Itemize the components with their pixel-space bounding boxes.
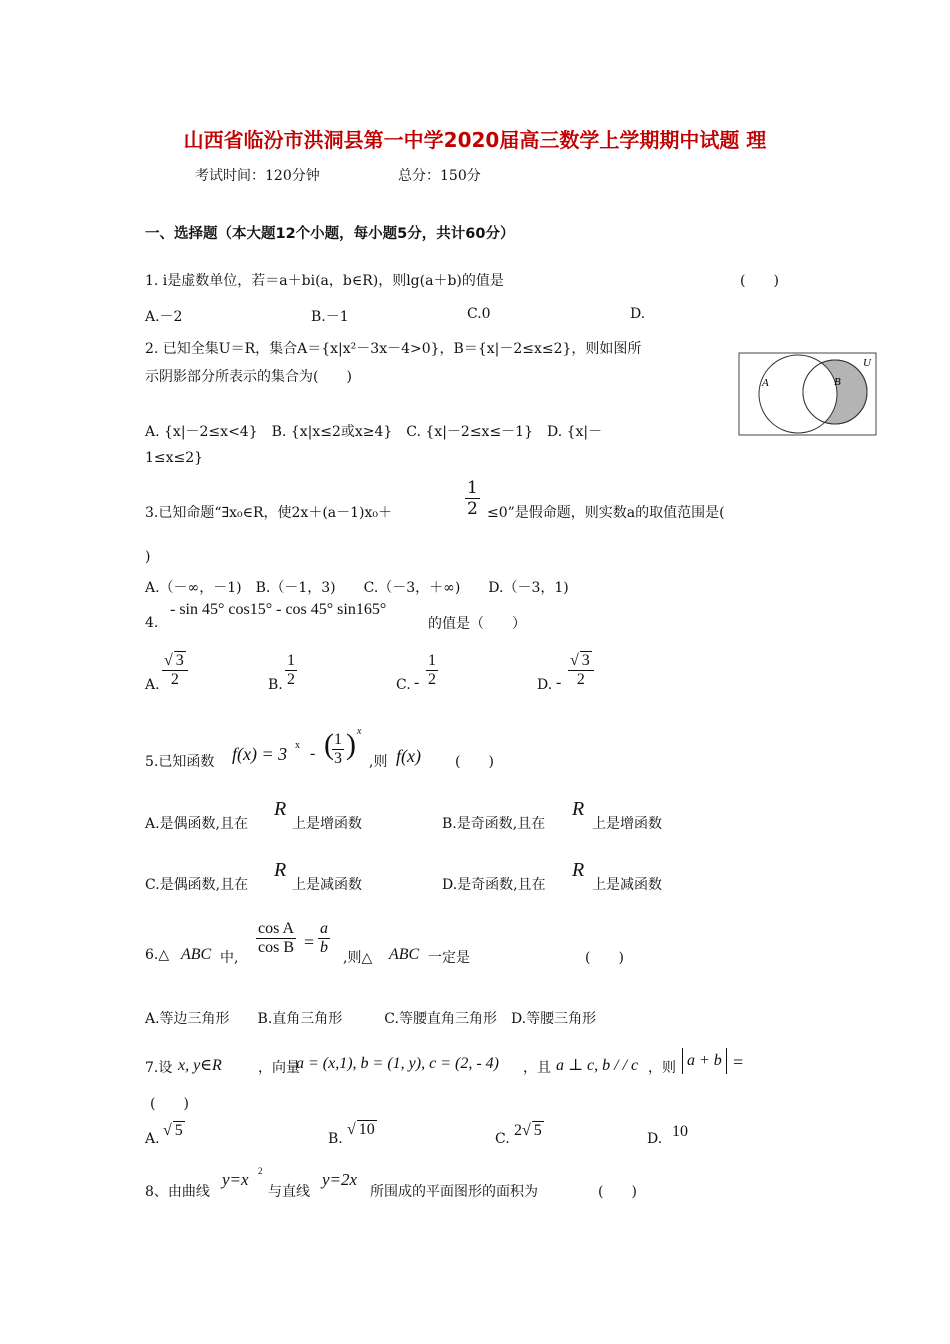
q8-curve-exponent: 2 — [258, 1166, 263, 1176]
q5-option-a: A.是偶函数,且在 — [145, 816, 249, 832]
question-2-options: A. {x|－2≤x<4} B. {x|x≤2或x≥4} C. {x|－2≤x≤－1} D. {x|－ — [145, 424, 603, 440]
q7-c-coef: 2 — [514, 1122, 522, 1139]
q5-minus: - — [310, 745, 316, 762]
question-4-tail: 的值是（ ） — [428, 616, 526, 632]
question-4-number: 4. — [145, 615, 159, 631]
q4-option-d-fraction: $\frac{√ 3}{2}$ — [568, 651, 594, 689]
q4-a-den: 2 — [170, 671, 179, 688]
q5-frac-den: 3 — [334, 750, 342, 767]
q7-condition: a ⊥ c, b / / c — [556, 1057, 639, 1074]
q7-mid3: ，则 — [648, 1060, 676, 1076]
q5-option-d-tail: 上是减函数 — [592, 877, 662, 893]
venn-label-u: U — [863, 357, 871, 369]
q7-c-radicand: 5 — [533, 1122, 542, 1139]
q1-option-b: B.－1 — [311, 309, 349, 325]
q6-frac-den: cos B — [258, 939, 294, 956]
q4-c-sign: - — [414, 674, 420, 691]
question-2-line2: 示阴影部分所表示的集合为( ) — [145, 369, 352, 385]
q4-d-sign: - — [556, 674, 562, 691]
question-6-pre: 6.△ — [145, 947, 170, 963]
q4-a-sqrt: 3 — [175, 652, 184, 669]
q6-equals: = — [304, 932, 315, 952]
q5-fx: f(x) — [396, 746, 421, 766]
q5-option-b-tail: 上是增函数 — [592, 816, 662, 832]
section-heading: 一、选择题（本大题12个小题，每小题5分，共计60分） — [145, 226, 515, 242]
q4-d-den: 2 — [576, 671, 585, 688]
q5-option-d: D.是奇函数,且在 — [442, 877, 546, 893]
q7-magnitude: a + b — [682, 1048, 727, 1074]
q7-mid: ，向量 — [258, 1060, 300, 1076]
q5-option-a-R: R — [274, 798, 287, 820]
question-3-post: ≤0”是假命题，则实数a的取值范围是( — [487, 505, 725, 521]
q7-option-a-value: √ 5 — [163, 1122, 183, 1139]
question-3-options: A.（－∞，－1) B.（－1，3) C.（－3，＋∞) D.（－3，1) — [145, 580, 569, 596]
q8-curve: y=x — [222, 1170, 249, 1189]
q6-frac-num: cos A — [258, 920, 294, 937]
question-3-close: ) — [145, 549, 151, 565]
q5-answer-paren: ( ) — [455, 754, 494, 770]
q4-c-den: 2 — [428, 671, 436, 688]
q7-option-a-label: A. — [145, 1131, 160, 1147]
q6-fraction-ab — [318, 920, 330, 957]
q4-option-c-label: C. — [396, 677, 411, 693]
q5-left-paren: ( — [324, 728, 334, 761]
q6-frac-num2: a — [320, 920, 328, 937]
q8-tail: 所围成的平面图形的面积为 — [370, 1184, 538, 1200]
q5-fraction — [332, 731, 344, 768]
q6-mid2: ,则△ — [343, 950, 373, 966]
q7-option-d-value: 10 — [672, 1123, 688, 1140]
q6-tail: 一定是 — [428, 950, 470, 966]
q5-option-a-tail: 上是增函数 — [292, 816, 362, 832]
question-1-answer-paren: ( ) — [740, 273, 779, 289]
q6-fraction-cos — [256, 920, 296, 957]
question-2-option-d-cont: 1≤x≤2} — [145, 450, 204, 466]
q7-option-c-value: 2√ 5 — [514, 1122, 542, 1139]
exam-time: 考试时间：120分钟 — [195, 168, 320, 184]
page-title: 山西省临汾市洪洞县第一中学2020届高三数学上学期期中试题 理 — [183, 128, 767, 152]
q5-exponent: x — [295, 740, 300, 751]
q5-option-d-R: R — [572, 859, 585, 881]
q7-a-radicand: 5 — [174, 1122, 183, 1139]
q5-option-b-R: R — [572, 798, 585, 820]
q8-mid: 与直线 — [268, 1184, 310, 1200]
q5-option-c: C.是偶函数,且在 — [145, 877, 249, 893]
question-8-pre: 8、由曲线 — [145, 1184, 210, 1200]
q3-frac-denominator: 2 — [467, 499, 478, 519]
q1-option-d: D. — [630, 306, 646, 322]
q7-mid2: ，且 — [523, 1060, 551, 1076]
q5-option-c-tail: 上是减函数 — [292, 877, 362, 893]
q5-outer-exponent: x — [357, 726, 362, 737]
q8-line: y=2x — [322, 1170, 358, 1189]
q5-right-paren: ) — [346, 728, 356, 761]
q4-option-a-fraction: $\frac{√ 3}{2}$ — [162, 651, 188, 689]
q1-option-c: C.0 — [467, 306, 491, 322]
q7-b-radicand: 10 — [358, 1121, 375, 1138]
q4-b-den: 2 — [287, 671, 295, 688]
question-6-options: A.等边三角形 B.直角三角形 C.等腰直角三角形 D.等腰三角形 — [145, 1011, 597, 1027]
q4-c-num: 1 — [428, 652, 436, 669]
venn-label-a: A — [762, 377, 769, 389]
q5-mid: ,则 — [369, 754, 388, 770]
q5-frac-num: 1 — [334, 731, 342, 748]
total-score: 总分：150分 — [398, 168, 481, 184]
q6-mid1: 中, — [220, 950, 239, 966]
q7-equals: = — [733, 1052, 744, 1072]
q4-d-sqrt: 3 — [581, 652, 590, 669]
q7-option-c-label: C. — [495, 1131, 510, 1147]
q5-option-b: B.是奇函数,且在 — [442, 816, 546, 832]
q7-option-b-value: √ 10 — [347, 1121, 375, 1138]
venn-diagram — [738, 352, 878, 436]
q7-vars: x, y∈R — [178, 1057, 222, 1074]
question-1-stem: 1. i是虚数单位，若＝a＋bi(a，b∈R)，则lg(a＋b)的值是 — [145, 273, 504, 289]
q6-abc: ABC — [181, 946, 212, 963]
q5-option-c-R: R — [274, 859, 287, 881]
q5-function: f(x) = 3 — [232, 744, 288, 764]
q6-frac-den2: b — [320, 939, 328, 956]
q4-option-b-fraction — [285, 652, 297, 689]
q3-frac-numerator: 1 — [467, 478, 478, 498]
question-3-pre: 3.已知命题“∃x₀∈R，使2x＋(a－1)x₀＋ — [145, 505, 393, 521]
venn-label-b: B — [834, 376, 841, 388]
q6-abc2: ABC — [389, 946, 420, 963]
question-5-pre: 5.已知函数 — [145, 754, 215, 770]
q7-answer-paren: ( ) — [150, 1096, 189, 1112]
q4-option-b-label: B. — [268, 677, 283, 693]
q7-option-b-label: B. — [328, 1131, 343, 1147]
question-4-expression: - sin 45° cos15° - cos 45° sin165° — [170, 601, 387, 618]
q8-answer-paren: ( ) — [598, 1184, 637, 1200]
question-3-fraction — [465, 478, 480, 519]
q4-option-d-label: D. — [537, 677, 553, 693]
q7-vectors: a = (x,1), b = (1, y), c = (2, - 4) — [296, 1055, 499, 1072]
question-7-pre: 7.设 — [145, 1060, 173, 1076]
q4-option-a-label: A. — [145, 677, 160, 693]
q1-option-a: A.－2 — [145, 309, 183, 325]
q4-option-c-fraction — [426, 652, 438, 689]
question-2-line1: 2. 已知全集U＝R，集合A＝{x|x²－3x－4>0}，B＝{x|－2≤x≤2}，则如图所 — [145, 341, 642, 357]
q6-answer-paren: ( ) — [585, 950, 624, 966]
q4-b-num: 1 — [287, 652, 295, 669]
q7-option-d-label: D. — [647, 1131, 663, 1147]
